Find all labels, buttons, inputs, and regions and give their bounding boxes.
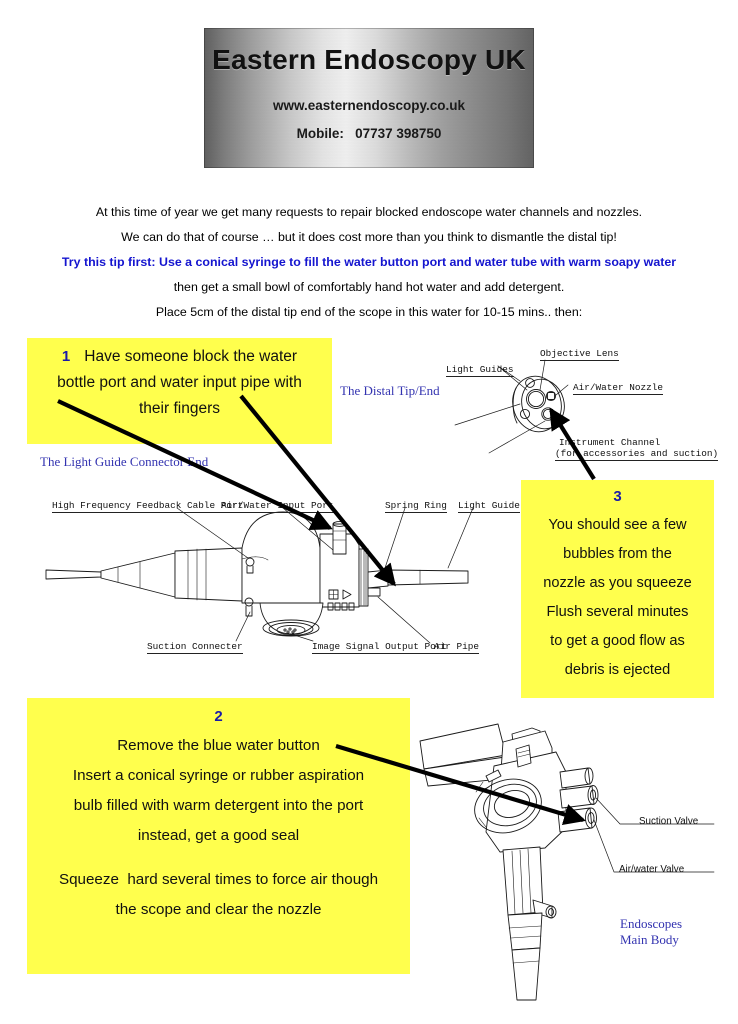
callout-step-1-line-1: Have someone block the water [84,348,298,365]
callout-step-2-line-5: Squeeze hard several times to force air though [58,871,379,888]
intro-line-4: then get a small bowl of comfortably hand hot water and add detergent. [173,280,565,294]
caption-main-body-line-1: Endoscopes [620,916,683,931]
company-logo-plaque [204,28,534,168]
callout-step-3-line-6: debris is ejected [564,662,671,678]
step-number-3: 3 [613,488,622,505]
callout-step-2-spacer [27,851,410,865]
callout-step-3 [521,480,714,698]
label-image-signal-output-port: Image Signal Output Port [312,641,448,652]
callout-step-2-line-2: Insert a conical syringe or rubber aspiration [72,767,365,784]
callout-step-2 [27,698,410,974]
callout-step-3-line-1: You should see a few [548,517,687,533]
endoscope-main-body-drawing [420,724,714,1000]
intro-line-2: We can do that of course … but it does cost more than you think to dismantle the distal tip! [121,230,617,244]
callout-step-2-line-1: Remove the blue water button [117,737,320,754]
label-air-pipe: Air Pipe [434,641,480,652]
label-air-water-nozzle: Air/Water Nozzle [573,382,664,393]
company-website: www.easternendoscopy.co.uk [272,98,466,113]
step-number-2: 2 [214,708,223,725]
caption-distal-tip: The Distal Tip/End [340,383,440,398]
callout-step-1-line-3: their fingers [139,400,220,417]
label-light-guides: Light Guides [446,364,514,375]
intro-tip-line: Try this tip first: Use a conical syringe to fill the water button port and water tube with warm soapy water [61,255,677,269]
company-mobile: Mobile: 07737 398750 [296,126,442,141]
label-instrument-channel: Instrument Channel [559,437,661,448]
callout-step-3-line-5: to get a good flow as [550,633,685,649]
intro-text-block [0,203,738,328]
company-name: Eastern Endoscopy UK [212,44,526,75]
label-air-water-valve: Air/water Valve [619,864,685,875]
callout-step-1-row-1 [27,344,332,370]
callout-step-1 [27,338,332,444]
caption-endoscope-main-body [620,916,682,948]
callout-step-3-line-2: bubbles from the [563,546,672,562]
label-suction-valve: Suction Valve [639,816,699,827]
intro-line-1: At this time of year we get many requests to repair blocked endoscope water channels and nozzles. [95,205,643,219]
light-guide-connector-drawing [46,508,473,643]
callout-step-3-line-4: Flush several minutes [546,604,689,620]
callout-step-2-line-4: instead, get a good seal [137,827,300,844]
callout-step-1-line-2: bottle port and water input pipe with [57,374,302,391]
callout-step-3-line-3: nozzle as you squeeze [543,575,692,591]
label-instrument-channel-note: (for accessories and suction) [555,448,719,459]
label-suction-connecter: Suction Connecter [147,641,243,652]
label-spring-ring: Spring Ring [385,500,447,511]
label-light-guide: Light Guide [458,500,520,511]
label-air-water-input-port: Air/Water Input Port [221,500,334,511]
step-number-1: 1 [61,348,71,365]
callout-step-2-line-6: the scope and clear the nozzle [115,901,322,918]
intro-line-5: Place 5cm of the distal tip end of the scope in this water for 10-15 mins.. then: [155,305,583,319]
caption-main-body-line-2: Main Body [620,932,679,947]
caption-light-guide-connector: The Light Guide Connector End [40,454,209,469]
callout-step-2-line-3: bulb filled with warm detergent into the port [73,797,364,814]
label-hf-feedback-cable-port: High Frequency Feedback Cable Port [52,500,244,511]
label-objective-lens: Objective Lens [540,348,619,359]
